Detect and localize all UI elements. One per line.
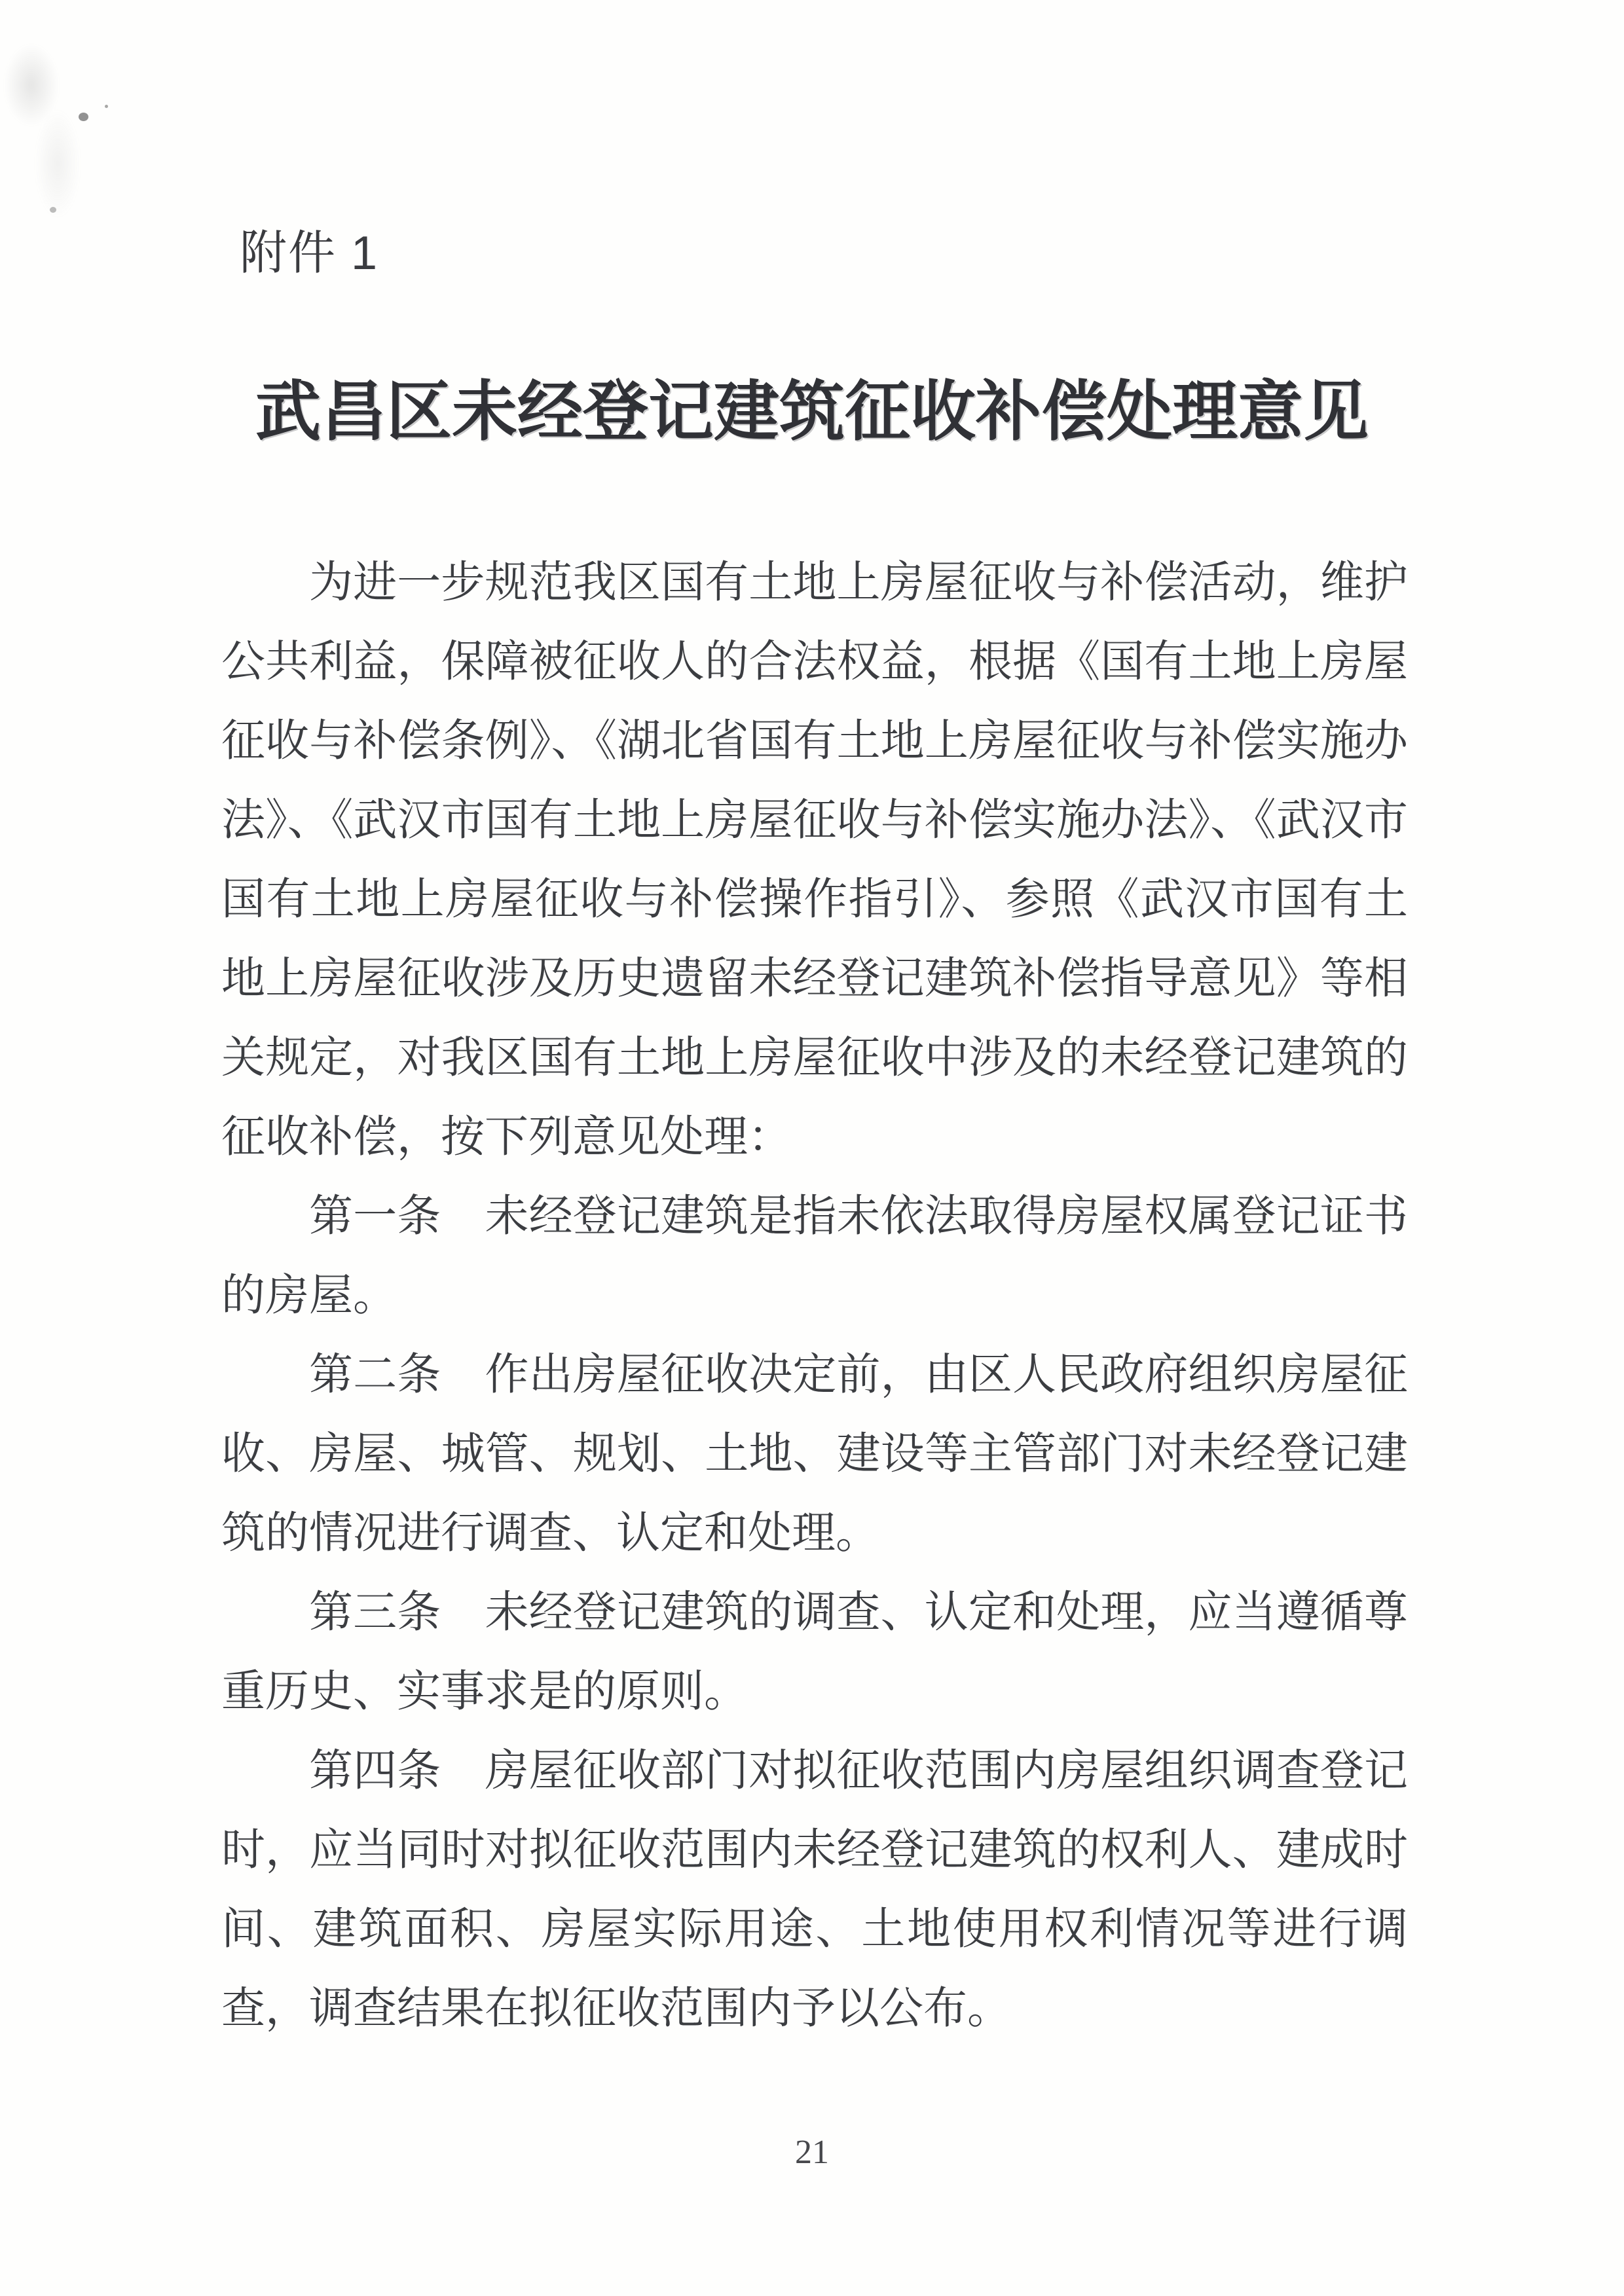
paragraph-article-2: 第二条 作出房屋征收决定前，由区人民政府组织房屋征收、房屋、城管、规划、土地、建设等主管部门对未经登记建筑的情况进行调查、认定和处理。: [221, 1351, 1408, 1558]
paragraph-intro: 为进一步规范我区国有土地上房屋征收与补偿活动，维护公共利益，保障被征收人的合法权益，根据《国有土地上房屋征收与补偿条例》、《湖北省国有土地上房屋征收与补偿实施办法》、《武汉市国有土地上房屋征收与补偿实施办法》、《武汉市国有土地上房屋征收与补偿操作指引》、参照《武汉市国有土地上房屋征收涉及历史遗留未经登记建筑补偿指导意见》等相关规定，对我区国有土地上房屋征收中涉及的未经登记建筑的征收补偿，按下列意见处理：: [221, 558, 1408, 1161]
scan-speck: [79, 113, 88, 121]
attachment-label: 附件 1: [240, 227, 379, 280]
document-title: 武昌区未经登记建筑征收补偿处理意见: [255, 376, 1369, 448]
scan-smudge: [5, 33, 110, 229]
document-body: [221, 543, 1408, 2049]
scan-speck: [105, 105, 108, 108]
paragraph-article-1: 第一条 未经登记建筑是指未依法取得房屋权属登记证书的房屋。: [221, 1192, 1408, 1320]
paragraph-article-4: 第四条 房屋征收部门对拟征收范围内房屋组织调查登记时，应当同时对拟征收范围内未经登记建筑的权利人、建成时间、建筑面积、房屋实际用途、土地使用权利情况等进行调查，调查结果在拟征收范围内予以公布。: [221, 1747, 1408, 2033]
page-number: 21: [795, 2134, 829, 2171]
scan-speck: [50, 207, 56, 213]
paragraph-article-3: 第三条 未经登记建筑的调查、认定和处理，应当遵循尊重历史、实事求是的原则。: [221, 1588, 1408, 1716]
